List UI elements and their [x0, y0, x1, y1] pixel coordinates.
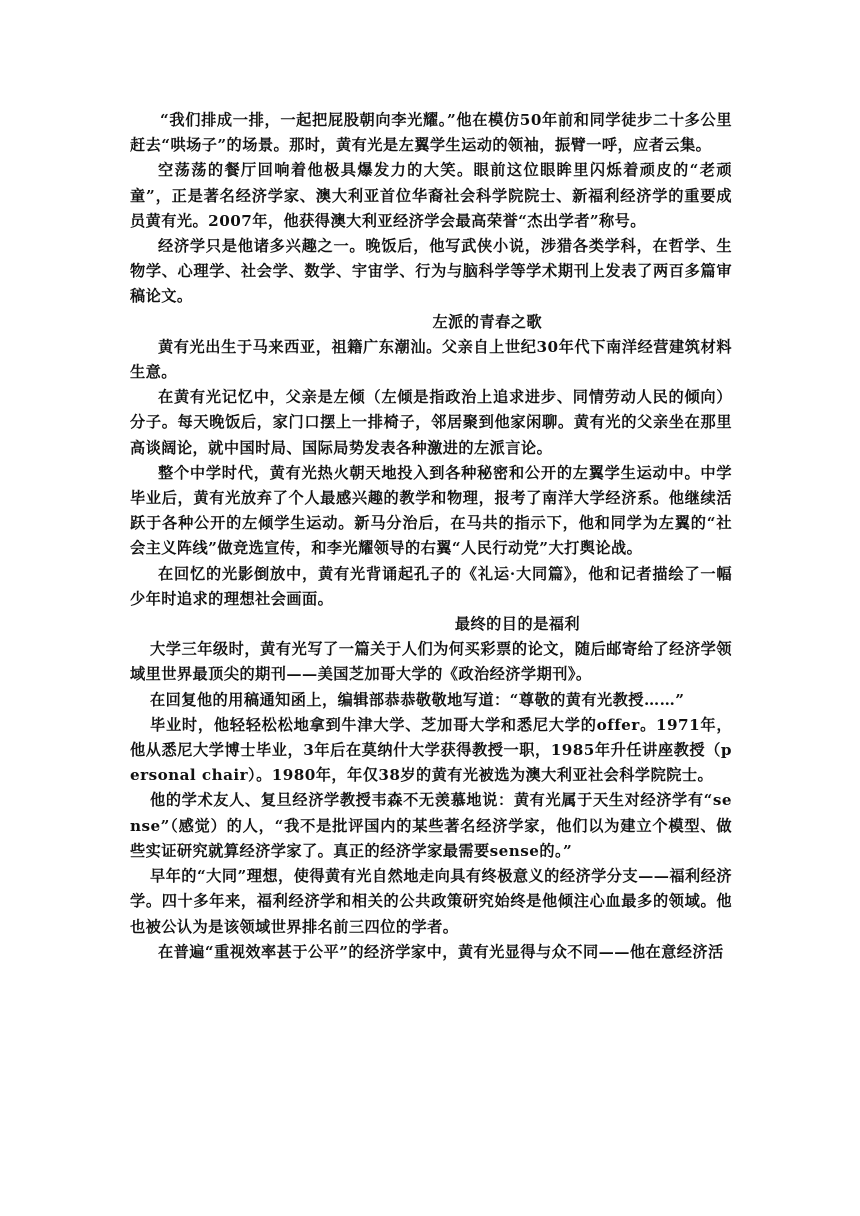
paragraph: 他的学术友人、复旦经济学教授韦森不无羡慕地说：黄有光属于天生对经济学有“sense”（感觉）的人，“我不是批评国内的某些著名经济学家，他们以为建立个模型、做些实证研究就算经济学家了。真正的经济学家最需要sense的。” [130, 791, 732, 860]
document-page [130, 108, 732, 965]
paragraph: 空荡荡的餐厅回响着他极具爆发力的大笑。眼前这位眼眸里闪烁着顽皮的“老顽童”，正是著名经济学家、澳大利亚首位华裔社会科学院院士、新福利经济学的重要成员黄有光。2007年，他获得澳大利亚经济学会最高荣誉“杰出学者”称号。 [130, 161, 732, 230]
paragraph: 黄有光出生于马来西亚，祖籍广东潮汕。父亲自上世纪30年代下南洋经营建筑材料生意。 [130, 337, 732, 382]
paragraph: 早年的“大同”理想，使得黄有光自然地走向具有终极意义的经济学分支——福利经济学。四十多年来，福利经济学和相关的公共政策研究始终是他倾注心血最多的领域。他也被公认为是该领域世界排名前三四位的学者。 [130, 867, 732, 936]
paragraph: 在回复他的用稿通知函上，编辑部恭恭敬敬地写道：“尊敬的黄有光教授……” [150, 690, 685, 709]
paragraph: 整个中学时代，黄有光热火朝天地投入到各种秘密和公开的左翼学生运动中。中学毕业后，黄有光放弃了个人最感兴趣的教学和物理，报考了南洋大学经济系。他继续活跃于各种公开的左倾学生运动。新马分治后，在马共的指示下，他和同学为左翼的“社会主义阵线”做竞选宣传，和李光耀领导的右翼“人民行动党”大打舆论战。 [130, 463, 732, 558]
section-heading: 左派的青春之歌 [432, 312, 542, 331]
section-heading: 最终的目的是福利 [454, 615, 580, 634]
paragraph: 大学三年级时，黄有光写了一篇关于人们为何买彩票的论文，随后邮寄给了经济学领域里世界最顶尖的期刊——美国芝加哥大学的《政治经济学期刊》。 [130, 640, 732, 684]
paragraph: 毕业时，他轻轻松松地拿到牛津大学、芝加哥大学和悉尼大学的offer。1971年，他从悉尼大学博士毕业，3年后在莫纳什大学获得教授一职，1985年升任讲座教授（personal chair）。1980年，年仅38岁的黄有光被选为澳大利亚社会科学院院士。 [130, 715, 732, 785]
paragraph: 经济学只是他诸多兴趣之一。晚饭后，他写武侠小说，涉猎各类学科，在哲学、生物学、心理学、社会学、数学、宇宙学、行为与脑科学等学术期刊上发表了两百多篇审稿论文。 [130, 237, 732, 306]
paragraph: 在回忆的光影倒放中，黄有光背诵起孔子的《礼运·大同篇》，他和记者描绘了一幅少年时追求的理想社会画面。 [130, 564, 732, 608]
paragraph: 在黄有光记忆中，父亲是左倾（左倾是指政治上追求进步、同情劳动人民的倾向）分子。每天晚饭后，家门口摆上一排椅子，邻居聚到他家闲聊。黄有光的父亲坐在那里高谈阔论，就中国时局、国际局势发表各种激进的左派言论。 [130, 388, 732, 457]
paragraph: “我们排成一排，一起把屁股朝向李光耀。”他在模仿50年前和同学徒步二十多公里赶去“哄场子”的场景。那时，黄有光是左翼学生运动的领袖，振臂一呼，应者云集。 [130, 111, 732, 155]
paragraph: 在普遍“重视效率甚于公平”的经济学家中，黄有光显得与众不同——他在意经济活 [158, 942, 724, 961]
